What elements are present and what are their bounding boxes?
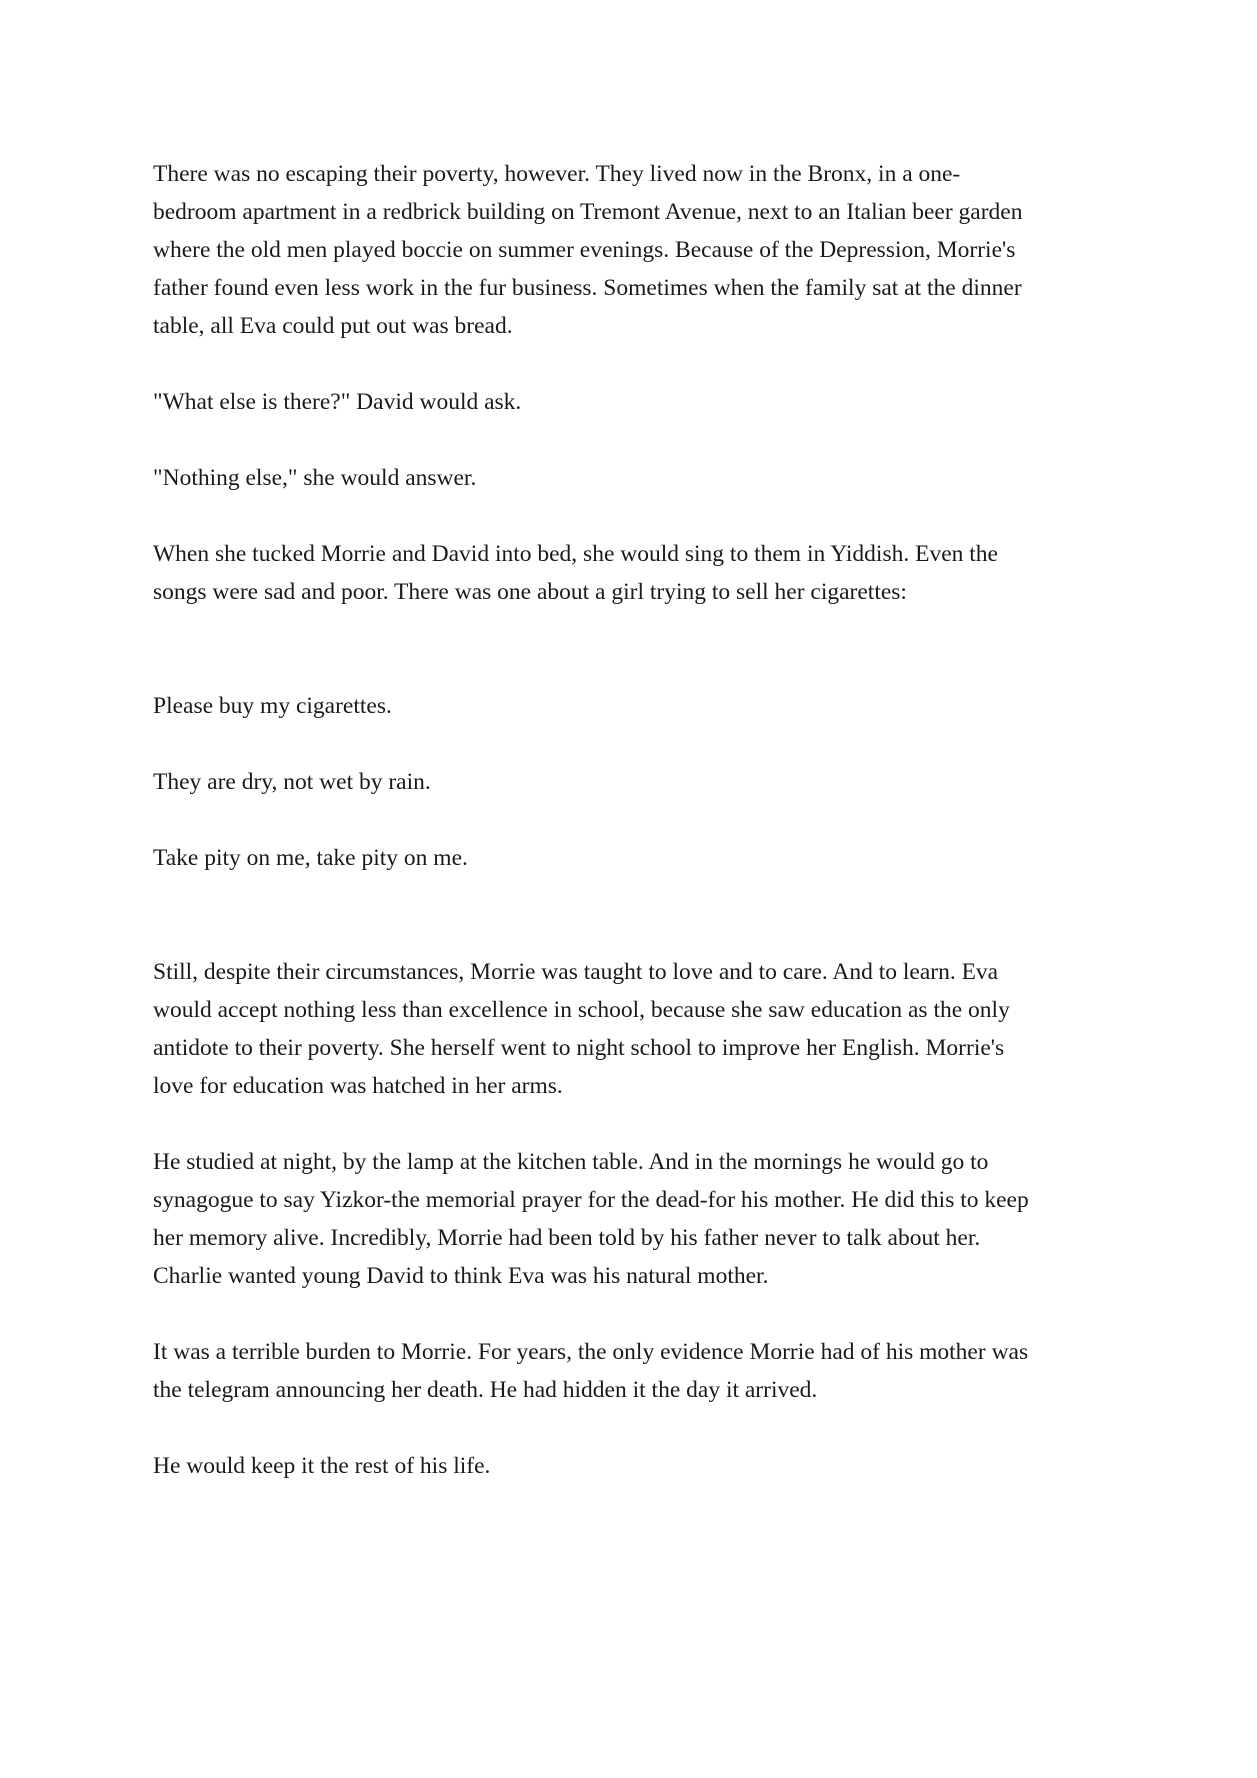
text-line: the telegram announcing her death. He had hidden it the day it arrived. xyxy=(153,1377,818,1403)
text-line: He would keep it the rest of his life. xyxy=(153,1453,491,1479)
text-line: Take pity on me, take pity on me. xyxy=(153,845,468,871)
text-line: would accept nothing less than excellence in school, because she saw education as the only xyxy=(153,997,1010,1023)
text-line: where the old men played boccie on summer evenings. Because of the Depression, Morrie's xyxy=(153,237,1016,263)
text-line: "What else is there?" David would ask. xyxy=(153,389,522,415)
text-line: synagogue to say Yizkor-the memorial prayer for the dead-for his mother. He did this to keep xyxy=(153,1187,1029,1213)
song-line-1 xyxy=(153,687,1113,725)
text-line: songs were sad and poor. There was one about a girl trying to sell her cigarettes: xyxy=(153,579,907,605)
text-line: father found even less work in the fur business. Sometimes when the family sat at the dinner xyxy=(153,275,1022,301)
text-line: her memory alive. Incredibly, Morrie had been told by his father never to talk about her. xyxy=(153,1225,981,1251)
text-line: "Nothing else," she would answer. xyxy=(153,465,477,491)
song-line-2 xyxy=(153,763,1113,801)
song-line-3 xyxy=(153,839,1113,877)
paragraph-eva-answer xyxy=(153,459,1113,497)
paragraph-studies xyxy=(153,1143,1113,1295)
paragraph-david-question xyxy=(153,383,1113,421)
text-line: They are dry, not wet by rain. xyxy=(153,769,431,795)
text-line: It was a terrible burden to Morrie. For years, the only evidence Morrie had of his mother was xyxy=(153,1339,1029,1365)
text-line: When she tucked Morrie and David into bed, she would sing to them in Yiddish. Even the xyxy=(153,541,998,567)
text-line: love for education was hatched in her arms. xyxy=(153,1073,563,1099)
paragraph-poverty xyxy=(153,155,1113,345)
paragraph-yiddish-songs xyxy=(153,535,1113,611)
text-line: table, all Eva could put out was bread. xyxy=(153,313,513,339)
text-line: antidote to their poverty. She herself went to night school to improve her English. Morrie's xyxy=(153,1035,1005,1061)
paragraph-burden xyxy=(153,1333,1113,1409)
text-line: bedroom apartment in a redbrick building on Tremont Avenue, next to an Italian beer garden xyxy=(153,199,1023,225)
paragraph-keep-it xyxy=(153,1447,1113,1485)
text-line: Still, despite their circumstances, Morrie was taught to love and to care. And to learn. Eva xyxy=(153,959,999,985)
text-line: Please buy my cigarettes. xyxy=(153,693,392,719)
text-line: Charlie wanted young David to think Eva was his natural mother. xyxy=(153,1263,769,1289)
paragraph-education xyxy=(153,953,1113,1105)
text-line: He studied at night, by the lamp at the kitchen table. And in the mornings he would go to xyxy=(153,1149,989,1175)
text-line: There was no escaping their poverty, however. They lived now in the Bronx, in a one- xyxy=(153,161,961,187)
